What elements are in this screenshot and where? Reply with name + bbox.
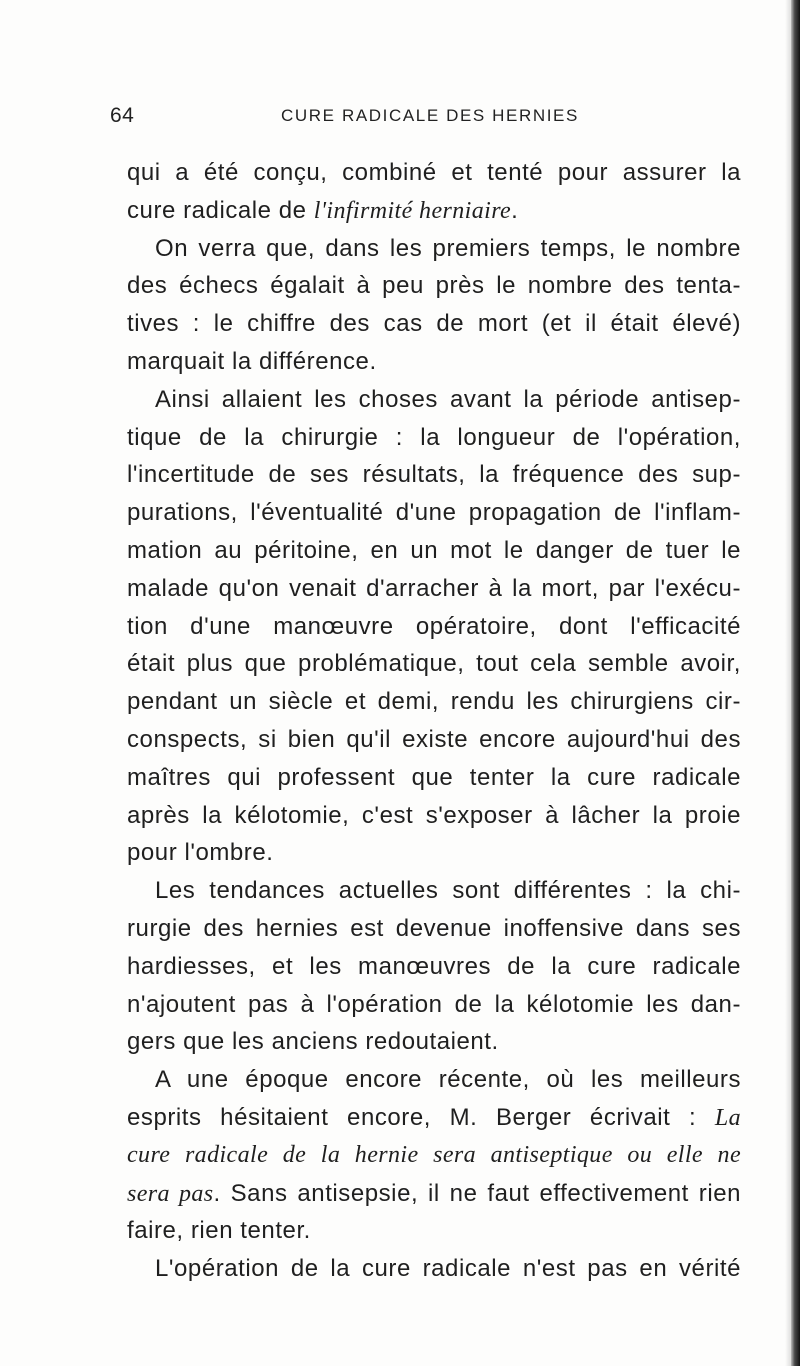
- text-line: n'ajoutent pas à l'opération de la kélotomie les dan-: [127, 990, 741, 1018]
- text-line: était plus que problématique, tout cela semble avoir,: [127, 650, 741, 678]
- text-line: Les tendances actuelles sont différentes : la chi-: [155, 877, 741, 905]
- text-line: tion d'une manœuvre opératoire, dont l'efficacité: [127, 612, 741, 640]
- text-line: faire, rien tenter.: [127, 1217, 311, 1245]
- text-line: après la kélotomie, c'est s'exposer à lâcher la proie: [127, 801, 741, 829]
- page-header: [110, 104, 750, 134]
- text-line: qui a été conçu, combiné et tenté pour assurer la: [127, 159, 741, 186]
- text-line: malade qu'on venait d'arracher à la mort, par l'exécu-: [127, 574, 741, 602]
- text-line: Ainsi allaient les choses avant la période antisep-: [155, 385, 741, 413]
- text-line: mation au péritoine, en un mot le danger de tuer le: [127, 536, 741, 564]
- italic-emphasis: sera pas: [127, 1180, 214, 1207]
- text-line: On verra que, dans les premiers temps, le nombre: [155, 234, 741, 262]
- text-line: l'incertitude de ses résultats, la fréquence des sup-: [127, 461, 741, 489]
- text-line: L'opération de la cure radicale n'est pas en vérité: [155, 1255, 741, 1283]
- text-line: hardiesses, et les manœuvres de la cure radicale: [127, 952, 741, 980]
- text-line: conspects, si bien qu'il existe encore aujourd'hui des: [127, 725, 741, 753]
- text-line: pour l'ombre.: [127, 839, 274, 867]
- italic-emphasis: l'infirmité herniaire: [313, 197, 512, 224]
- page-number: 64: [110, 104, 135, 127]
- italic-emphasis: La: [714, 1104, 741, 1131]
- text-line: sera pas. Sans antisepsie, il ne faut effectivement rien: [127, 1179, 741, 1207]
- text-line: marquait la différence.: [127, 347, 377, 375]
- text-line: tives : le chiffre des cas de mort (et il était élevé): [127, 310, 741, 338]
- text-line: purations, l'éventualité d'une propagation de l'inflam-: [127, 499, 741, 527]
- text-line: cure radicale de l'infirmité herniaire.: [127, 196, 519, 224]
- text-line: des échecs égalait à peu près le nombre des tenta-: [127, 272, 741, 300]
- text-line: A une époque encore récente, où les meilleurs: [155, 1066, 741, 1094]
- body-text: [127, 154, 741, 1288]
- scanned-page-edge: [791, 0, 800, 1366]
- text-line: tique de la chirurgie : la longueur de l'opération,: [127, 423, 741, 451]
- text-line: esprits hésitaient encore, M. Berger écrivait : La: [127, 1103, 741, 1131]
- running-title: CURE RADICALE DES HERNIES: [281, 106, 579, 125]
- italic-quote-line: cure radicale de la hernie sera antiseptique ou elle ne: [127, 1141, 741, 1168]
- text-line: rurgie des hernies est devenue inoffensive dans ses: [127, 914, 741, 942]
- text-line: pendant un siècle et demi, rendu les chirurgiens cir-: [127, 688, 741, 716]
- text-line: maîtres qui professent que tenter la cure radicale: [127, 763, 741, 791]
- text-line: gers que les anciens redoutaient.: [127, 1028, 499, 1056]
